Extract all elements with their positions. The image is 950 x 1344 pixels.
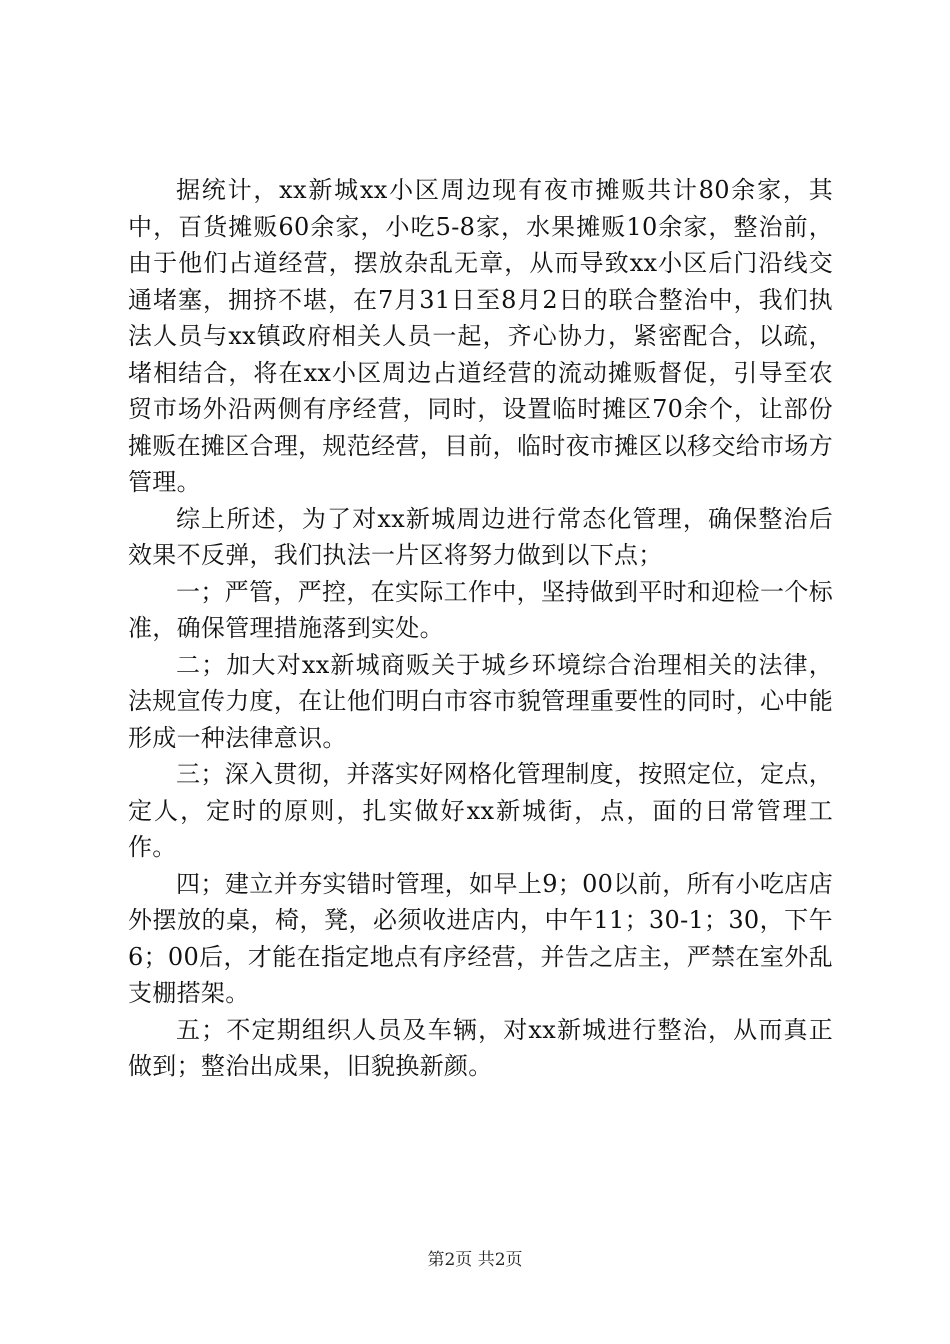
page-footer: 第2页 共2页 bbox=[427, 1250, 523, 1270]
paragraph-statistics: 据统计，xx新城xx小区周边现有夜市摊贩共计80余家，其中，百货摊贩60余家，小吃5-8家，水果摊贩10余家，整治前，由于他们占道经营，摆放杂乱无章，从而导致xx小区后门沿线交通堵塞，拥挤不堪，在7月31日至8月2日的联合整治中，我们执法人员与xx镇政府相关人员一起，齐心协力，紧密配合，以疏，堵相结合，将在xx小区周边占道经营的流动摊贩督促，引导至农贸市场外沿两侧有序经营，同时，设置临时摊区70余个，让部份摊贩在摊区合理，规范经营，目前，临时夜市摊区以移交给市场方管理。 bbox=[128, 176, 833, 496]
paragraph-point-1: 一；严管，严控，在实际工作中，坚持做到平时和迎检一个标准，确保管理措施落到实处。 bbox=[128, 577, 833, 642]
paragraph-point-2: 二；加大对xx新城商贩关于城乡环境综合治理相关的法律，法规宣传力度，在让他们明白市容市貌管理重要性的同时，心中能形成一种法律意识。 bbox=[128, 650, 833, 752]
document-body bbox=[128, 172, 833, 1085]
paragraph-point-5: 五；不定期组织人员及车辆，对xx新城进行整治，从而真正做到；整治出成果，旧貌换新颜。 bbox=[128, 1015, 833, 1080]
paragraph-summary: 综上所述，为了对xx新城周边进行常态化管理，确保整治后效果不反弹，我们执法一片区将努力做到以下点； bbox=[128, 504, 833, 569]
paragraph-point-3: 三；深入贯彻，并落实好网格化管理制度，按照定位，定点，定人，定时的原则，扎实做好xx新城街，点，面的日常管理工作。 bbox=[128, 760, 833, 861]
paragraph-point-4: 四；建立并夯实错时管理，如早上9；00以前，所有小吃店店外摆放的桌，椅，凳，必须收进店内，中午11；30-1；30，下午6；00后，才能在指定地点有序经营，并告之店主，严禁在室外乱支棚搭架。 bbox=[128, 869, 833, 1007]
